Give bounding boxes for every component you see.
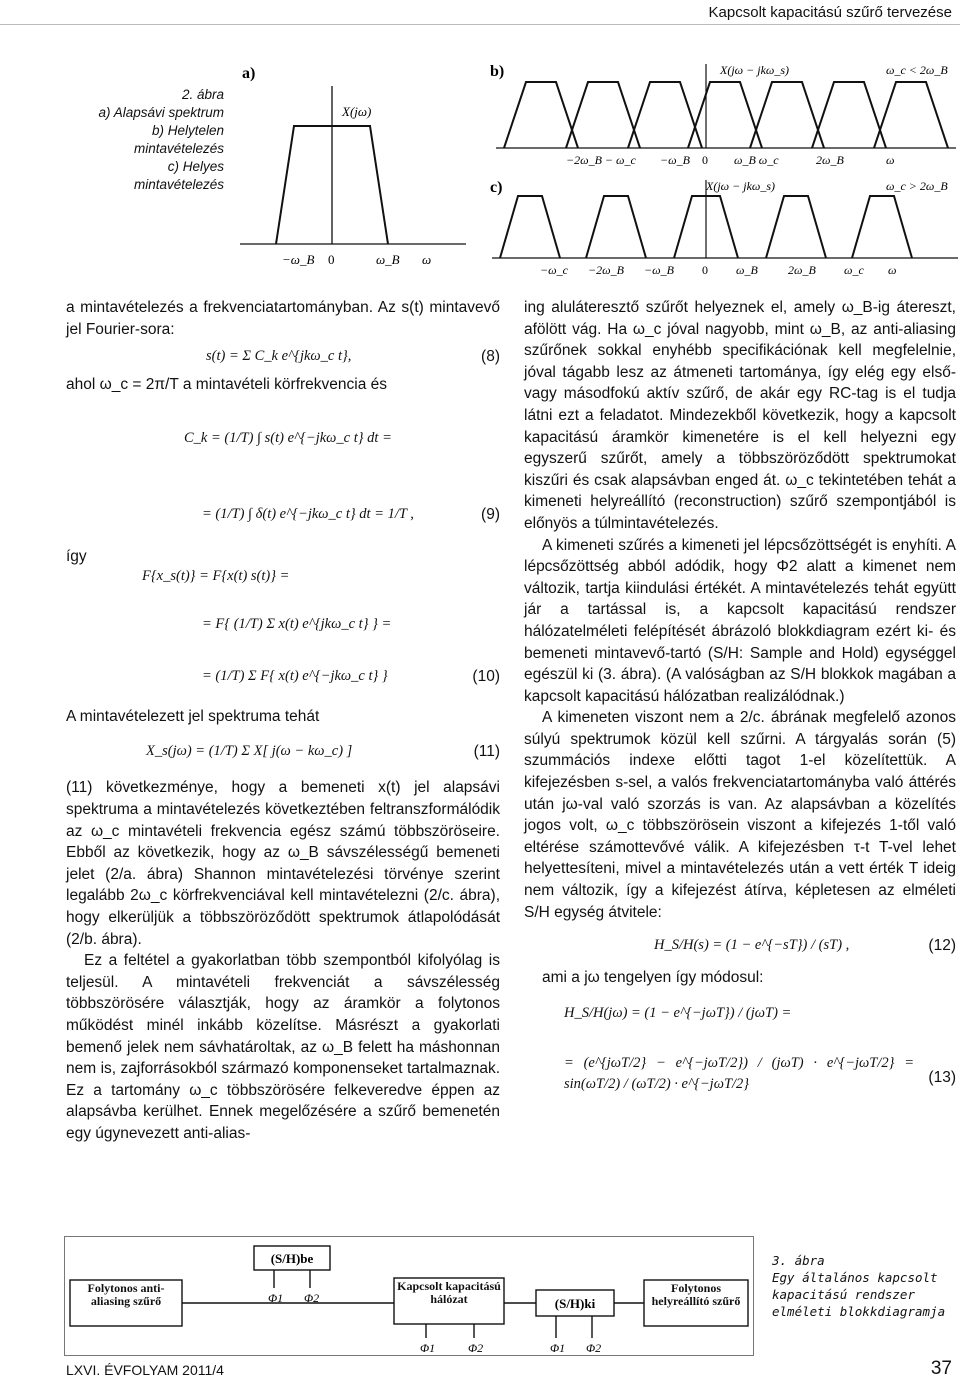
left-column [66, 297, 500, 1144]
panel-a-curve-label: X(jω) [342, 104, 372, 119]
panel-c-tick: −ω_c [540, 263, 568, 277]
page-number: 37 [930, 1358, 952, 1379]
panel-b-tick: −2ω_B − ω_c [566, 153, 636, 167]
equation-body: F{x_s(t)} = F{x(t) s(t)} = [142, 567, 290, 584]
header-rule [0, 24, 960, 25]
footer-issue: LXVI. ÉVFOLYAM 2011/4 [66, 1362, 224, 1378]
panel-b-replica [566, 82, 640, 148]
equation-8 [66, 340, 500, 374]
equation-11 [66, 727, 500, 777]
equation-number: (8) [481, 348, 500, 366]
igy-label: így [66, 547, 87, 565]
figure3-block-diagram [64, 1236, 754, 1356]
phi2-label: Φ2 [586, 1341, 602, 1355]
panel-b-tick: −ω_B [660, 153, 690, 167]
panel-a-tick: ω_B [376, 252, 400, 267]
figure2-caption [98, 86, 224, 194]
panel-c-replica [852, 196, 912, 258]
sh-input-label: (S/H)be [270, 1251, 314, 1266]
paragraph: ahol ω_c = 2π/T a mintavételi körfrekvencia és [66, 376, 388, 394]
panel-b-condition: ω_c < 2ω_B [886, 63, 948, 77]
figure2-caption-line: mintavételezés [133, 177, 224, 192]
panel-c-tick: −ω_B [644, 263, 674, 277]
figure2-caption-line: c) Helyes [167, 159, 224, 174]
right-column [524, 297, 956, 1113]
anti-aliasing-filter-label: Folytonos anti-aliasing szűrő [87, 1282, 165, 1308]
phi2-label: Φ2 [468, 1341, 484, 1355]
sh-output-label: (S/H)ki [554, 1296, 596, 1311]
equation-body: C_k = (1/T) ∫ s(t) e^{−jkω_c t} dt = [184, 429, 392, 446]
panel-a-tick: 0 [328, 252, 335, 267]
panel-c-tick: 2ω_B [788, 263, 816, 277]
panel-a [240, 65, 466, 267]
equation-number: (12) [928, 937, 956, 955]
equation-body: = F{ (1/T) Σ x(t) e^{jkω_c t} } = [202, 615, 392, 632]
figure3-caption-line: Egy általános kapcsolt [772, 1270, 938, 1285]
panel-c-tick: ω_B [736, 263, 758, 277]
panel-b-tag: b) [490, 63, 505, 80]
running-header: Kapcsolt kapacitású szűrő tervezése [708, 4, 952, 21]
equation-12 [524, 923, 956, 967]
equation-9 [66, 396, 500, 556]
paragraph: ami a jω tengelyen így módosul: [542, 969, 764, 987]
paragraph: A kimeneti szűrés a kimeneti jel lépcsőzöttségét is enyhíti. A lépcsőzöttség abból adódik, hogy Φ2 alatt a kimenet nem változik, tartja kiindulási értékét. A mintavételezés tehát együtt jár a tartással is, a kapcsolt kapacitású rendszer hálózatelméleti felépítését ábrázoló blokkdiagram ezért ki- és bemeneti mintavevő-tartó (S/H: Sample and Hold) egységgel egészül ki (3. ábra). (A valóságban az S/H blokkok magában a kapcsolt kapacitású hálózatban realizálódnak.) [524, 536, 956, 705]
panel-b-tick: ω [886, 153, 895, 167]
panel-b [496, 63, 956, 167]
figure3-caption [772, 1252, 958, 1320]
equation-body: = (1/T) ∫ δ(t) e^{−jkω_c t} dt = 1/T , [202, 505, 414, 522]
panel-b-curve-label: X(jω − jkω_s) [720, 63, 790, 77]
panel-c-condition: ω_c > 2ω_B [886, 179, 948, 193]
phi1-label: Φ1 [550, 1341, 566, 1355]
phi1-label: Φ1 [268, 1291, 284, 1305]
figure3-caption-line: kapacitású rendszer [772, 1287, 915, 1302]
panel-c-replica [500, 196, 560, 258]
panel-a-tick: −ω_B [282, 252, 315, 267]
panel-b-replica [812, 82, 886, 148]
panel-b-replica [874, 82, 948, 148]
figure2-spectrum-panels [236, 56, 960, 288]
equation-body: = (1/T) Σ F{ x(t) e^{−jkω_c t} } [202, 667, 388, 684]
panel-c-tick: ω [888, 263, 897, 277]
paragraph: (11) következménye, hogy a bemeneti x(t) jel alapsávi spektruma a mintavételezés következtében feltranszformálódik az ω_c mintavételi frekvencia egész számú többszöröseire. Ebből az következik, hogy az ω_B sávszélességű bemeneti jelet (2/a. ábra) Shannon mintavételezési törvénye szerint legalább 2ω_c körfrekvenciával kell mintavételezni (2/c. ábra), hogy elkerüljük a többszöröződött spektrumok átlapolódását (2/b. ábra). [66, 779, 500, 948]
paragraph: A mintavételezett jel spektruma tehát [66, 707, 320, 725]
reconstruction-filter-label: Folytonos helyreállító szűrő [651, 1282, 741, 1308]
panel-b-tick: 2ω_B [816, 153, 844, 167]
equation-body: H_S/H(s) = (1 − e^{−sT}) / (sT) , [654, 937, 850, 954]
paragraph: Ez a feltétel a gyakorlatban több szempontból kifolyólag is teljesül. A mintavételi frekvenciát a sávszélesség többszörösére választják, hogy az áramkör a folytonos működést minél inkább közelítse. Másrészt a gyakorlati bemenő jelek nem sávhatároltak, az ω_B felett ha máshonnan nem is, zajforrásokból származó komponenseket tartalmaznak. Ez a tartomány ω_c többszörösére felkeveredve éppen az alapsávba kerülhet. Ennek megelőzésére a szűrő bemenetén egy úgynevezett anti-alias- [66, 952, 500, 1142]
paragraph: a mintavételezés a frekvenciatartományban. Az s(t) mintavevő jel Fourier-sora: [66, 299, 500, 338]
panel-c-replica [586, 196, 646, 258]
panel-c-curve-label: X(jω − jkω_s) [706, 179, 776, 193]
panel-b-replica [750, 82, 824, 148]
paragraph: A kimeneten viszont nem a 2/c. ábrának megfelelő azonos súlyú spektrumok közül kell szűrni. A tárgyalás során (5) szummációs indexe előtti tagot 1-el közelítettük. A kifejezésben s-sel, a valós frekvenciatartományba való áttérés után jω-val való szorzás is van. Az alapsávban a közelítés jogos volt, ω_c többszörösein viszont a kifejezés 1-től való eltérése számottevővé válik. A kifejezésben τ-t T-vel lehet helyettesíteni, mivel a mintavételezés után a vett érték T ideig nem változik, így a kifejezést átírva, képletesen az elméleti S/H egység átvitele: [524, 709, 956, 921]
figure2-caption-line: 2. ábra [181, 87, 224, 102]
figure2-caption-line: mintavételezés [133, 141, 224, 156]
phi1-label: Φ1 [420, 1341, 436, 1355]
panel-a-tag: a) [242, 65, 256, 82]
panel-c-tag: c) [490, 179, 503, 196]
figure3-caption-line: elméleti blokkdiagramja [772, 1304, 946, 1319]
equation-10 [66, 547, 500, 706]
equation-body: s(t) = Σ C_k e^{jkω_c t}, [206, 348, 352, 365]
phi2-label: Φ2 [304, 1291, 320, 1305]
panel-b-tick: ω_B ω_c [734, 153, 779, 167]
panel-c-replica [766, 196, 826, 258]
figure2-caption-line: a) Alapsávi spektrum [98, 105, 224, 120]
paragraph: ing aluláteresztő szűrőt helyeznek el, amely ω_B-ig átereszt, afölött vág. Ha ω_c jóval nagyobb, mint ω_B, az anti-aliasing szűrőnek sokkal enyhébb specifikációnak kell megfelelnie, jóval tágabb lesz az átmeneti tartománya, így elég egy első- vagy másodfokú aktív szűrő, de akár egy RC-tag is el tudja látni ezt a feladatot. Mindezekből következik, hogy a kapcsolt kapacitású áramkör kimenetére is el kell helyezni egy egyszerű szűrőt, amely a többszöröződött spektrumokat kiszűri és csak alapsávban enged át. ω_c tekintetében tehát a kimeneti helyreállító (reconstruction) szűrő szempontjából is előnyös a túlmintavételezés. [524, 299, 956, 532]
equation-number: (9) [481, 505, 500, 523]
panel-b-replica [504, 82, 578, 148]
equation-13 [524, 989, 956, 1113]
figure2-caption-line: b) Helytelen [151, 123, 224, 138]
equation-number: (11) [473, 743, 500, 761]
panel-a-tick: ω [422, 252, 432, 267]
equation-body: X_s(jω) = (1/T) Σ X[ j(ω − kω_c) ] [146, 743, 353, 760]
panel-b-tick: 0 [702, 153, 708, 167]
sc-network-label: Kapcsolt kapacitású hálózat [397, 1280, 501, 1306]
equation-number: (13) [928, 1068, 956, 1086]
panel-c-tick: −2ω_B [588, 263, 624, 277]
equation-body: = (e^{jωT/2} − e^{−jωT/2}) / (jωT) · e^{−jωT/2} = sin(ωT/2) / (ωT/2) · e^{−jωT/2} [564, 1054, 914, 1093]
figure3-caption-line: 3. ábra [772, 1253, 825, 1268]
equation-body: H_S/H(jω) = (1 − e^{−jωT}) / (jωT) = [564, 1004, 792, 1021]
panel-c-tick: 0 [702, 263, 708, 277]
equation-number: (10) [472, 667, 500, 685]
panel-c-tick: ω_c [844, 263, 864, 277]
